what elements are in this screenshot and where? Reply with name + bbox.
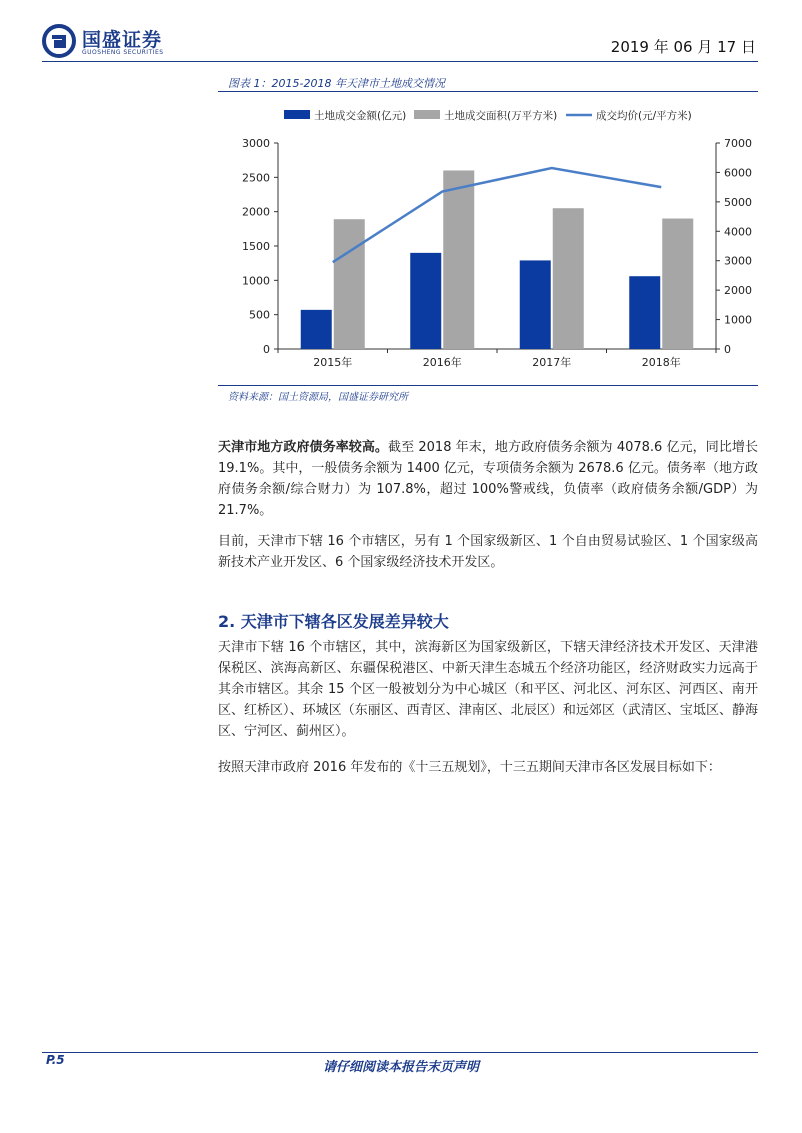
paragraph-debt-ratio [218, 437, 758, 521]
paragraph-body: 截至 2018 年末，地方政府债务余额为 4078.6 亿元，同比增长 19.1%。其中，一般债务余额为 1400 亿元，专项债务余额为 2678.6 亿元。债务率（地方政府债务余额/综合财力）为 107.8%，超过 100%警戒线，负债率（政府债务余额/GDP）为 21.7%。 [218, 440, 758, 518]
figure-source: 资料来源：国土资源局，国盛证券研究所 [228, 392, 408, 403]
left-tick-label: 2000 [242, 205, 270, 219]
bar-area [662, 219, 693, 349]
bar-amount [301, 310, 332, 349]
bar-area [443, 170, 474, 349]
bar-area [553, 208, 584, 349]
chart-bars [301, 170, 694, 349]
legend-label: 土地成交面积(万平方米) [444, 110, 558, 122]
paragraph-body: 目前，天津市下辖 16 个市辖区，另有 1 个国家级新区、1 个自由贸易试验区、1 个国家级高新技术产业开发区、6 个国家级经济技术开发区。 [218, 534, 758, 570]
x-tick-label: 2018年 [641, 356, 681, 369]
x-tick-label: 2016年 [422, 356, 462, 369]
page-number: P.5 [46, 1053, 65, 1067]
header-divider [42, 61, 758, 62]
x-tick-label: 2015年 [313, 356, 353, 369]
bar-amount [629, 276, 660, 349]
legend-label: 土地成交金额(亿元) [314, 110, 407, 122]
right-tick-label: 7000 [724, 137, 752, 150]
right-tick-label: 3000 [724, 254, 752, 268]
left-tick-label: 1500 [242, 240, 270, 253]
report-date: 2019 年 06 月 17 日 [610, 38, 756, 56]
paragraph-body: 天津市下辖 16 个市辖区，其中，滨海新区为国家级新区，下辖天津经济技术开发区、天津港保税区、滨海高新区、东疆保税港区、中新天津生态城五个经济功能区，经济财政实力远高于其余市辖区。其余 15 个区一般被划分为中心城区（和平区、河北区、河东区、河西区、南开区、红桥区）、环城区（东丽区、西青区、津南区、北辰区）和远郊区（武清区、宝坻区、静海区、宁河区、蓟州区）。 [218, 640, 758, 739]
chart-legend [284, 109, 692, 122]
left-tick-label: 500 [249, 308, 270, 322]
bar-area [334, 219, 365, 349]
land-transaction-chart [218, 95, 758, 383]
company-logo [42, 24, 192, 64]
bar-amount [410, 253, 441, 349]
bar-amount [520, 260, 551, 349]
paragraph-plan [218, 757, 758, 778]
legend-label: 成交均价(元/平方米) [596, 110, 692, 122]
right-tick-label: 2000 [724, 284, 752, 298]
figure-title: 图表 1：2015-2018 年天津市土地成交情况 [228, 77, 445, 90]
right-tick-label: 1000 [724, 313, 752, 327]
paragraph-district-differences [218, 637, 758, 742]
legend-swatch [284, 110, 310, 119]
left-tick-label: 3000 [242, 137, 270, 150]
figure-top-divider [218, 91, 758, 92]
footer-divider [42, 1052, 758, 1053]
disclaimer-note: 请仔细阅读本报告末页声明 [322, 1060, 479, 1075]
left-tick-label: 2500 [242, 171, 270, 185]
right-tick-label: 0 [724, 343, 731, 356]
section-heading: 2. 天津市下辖各区发展差异较大 [218, 612, 449, 631]
logo-mark-icon [42, 24, 76, 58]
logo-text-en: GUOSHENG SECURITIES [82, 49, 164, 56]
paragraph-districts [218, 531, 758, 573]
legend-swatch [414, 110, 440, 119]
right-tick-label: 4000 [724, 225, 752, 239]
logo-text-cn: 国盛证券 [82, 29, 163, 51]
right-tick-label: 5000 [724, 195, 752, 209]
x-tick-label: 2017年 [532, 356, 572, 369]
paragraph-lead: 天津市地方政府债务率较高。 [218, 440, 389, 455]
paragraph-body: 按照天津市政府 2016 年发布的《十三五规划》，十三五期间天津市各区发展目标如下： [218, 760, 721, 775]
left-tick-label: 1000 [242, 274, 270, 288]
left-tick-label: 0 [263, 343, 270, 356]
figure-bottom-divider [218, 385, 758, 386]
chart-line [333, 168, 662, 262]
line-avg-price [333, 168, 662, 262]
right-tick-label: 6000 [724, 166, 752, 180]
